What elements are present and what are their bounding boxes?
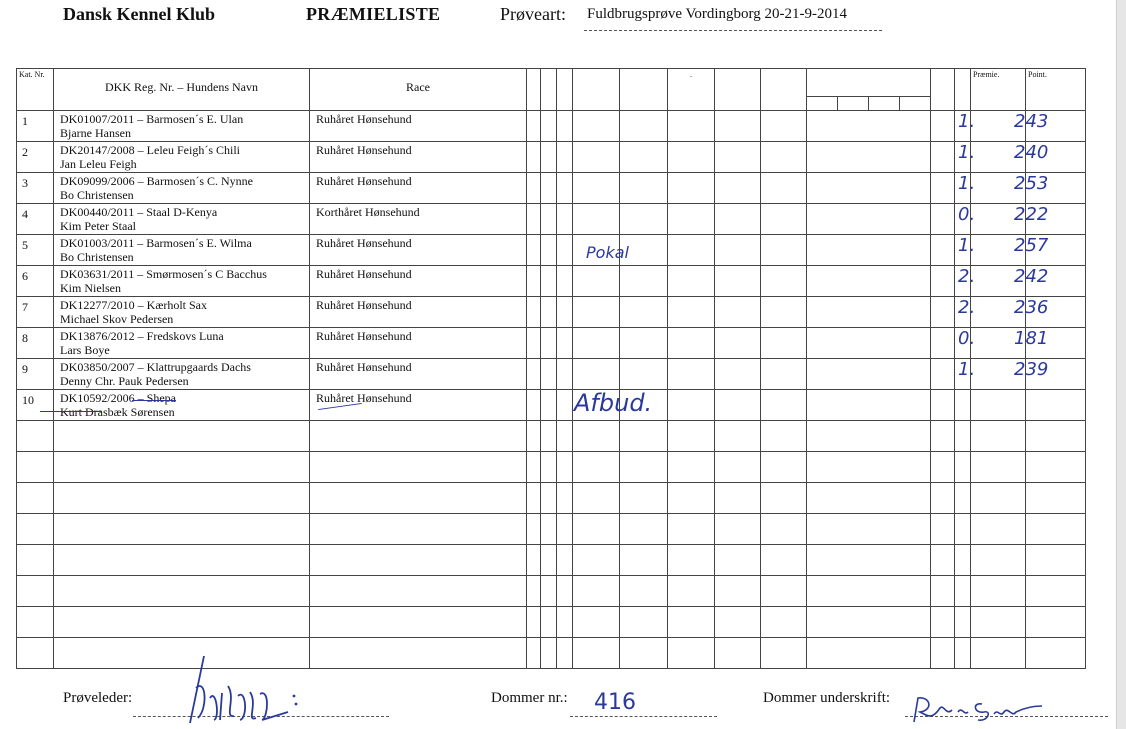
cell-race: Ruhåret Hønsehund [310, 359, 527, 390]
table-row [17, 111, 1086, 142]
leader-label: Prøveleder: [63, 690, 133, 706]
document-title: PRÆMIELISTE [306, 4, 441, 24]
cell-dog [54, 235, 310, 266]
owner-name: Bjarne Hansen [60, 126, 131, 140]
owner-name: Bo Christensen [60, 188, 134, 202]
table-row [17, 390, 1086, 421]
judge-sign-label: Dommer underskrift: [763, 690, 891, 706]
dog-reg-name: DK20147/2008 – Leleu Feigh´s Chili [60, 143, 240, 157]
col-point: Point. [1026, 69, 1086, 111]
cell-nr: 4 [17, 204, 54, 235]
owner-name: Lars Boye [60, 343, 110, 357]
cell-dog [54, 204, 310, 235]
premie-value: 1. [958, 359, 976, 380]
table-row [17, 266, 1086, 297]
premie-value: 2. [958, 266, 976, 287]
cell-dog [54, 266, 310, 297]
cell-race: Ruhåret Hønsehund [310, 297, 527, 328]
empty-row [17, 514, 1086, 545]
premie-value: 2. [958, 297, 976, 318]
cell-race: Korthåret Hønsehund [310, 204, 527, 235]
table-row [17, 359, 1086, 390]
point-value: 242 [1014, 266, 1049, 287]
empty-row [17, 452, 1086, 483]
strike-shepa [132, 400, 176, 401]
owner-name: Denny Chr. Pauk Pedersen [60, 374, 189, 388]
dog-reg-name: DK13876/2012 – Fredskovs Luna [60, 329, 224, 343]
cell-race: Ruhåret Hønsehund [310, 173, 527, 204]
dog-reg-name: DK03850/2007 – Klattrupgaards Dachs [60, 360, 251, 374]
premie-value: 0. [958, 328, 976, 349]
cell-race: Ruhåret Hønsehund [310, 111, 527, 142]
owner-name: Kurt Drasbæk Sørensen [60, 405, 175, 419]
judge-nr: 416 [594, 690, 636, 715]
cell-race: Ruhåret Hønsehund [310, 390, 527, 421]
point-value: 253 [1014, 173, 1049, 194]
owner-name: Bo Christensen [60, 250, 134, 264]
org-name: Dansk Kennel Klub [63, 4, 216, 24]
empty-row [17, 607, 1086, 638]
cell-dog [54, 142, 310, 173]
premie-value: 1. [958, 142, 976, 163]
col-premie: Præmie. [971, 69, 1026, 111]
cell-nr: 7 [17, 297, 54, 328]
point-value: 236 [1014, 297, 1049, 318]
point-value: 240 [1014, 142, 1049, 163]
cell-nr: 6 [17, 266, 54, 297]
empty-row [17, 421, 1086, 452]
cell-nr: 1 [17, 111, 54, 142]
point-value: 257 [1014, 235, 1049, 256]
strike-owner [40, 411, 102, 412]
point-value: 181 [1014, 328, 1049, 349]
dog-reg-name: DK03631/2011 – Smørmosen´s C Bacchus [60, 267, 267, 281]
cell-nr: 2 [17, 142, 54, 173]
event-label: Prøveart: [500, 4, 566, 24]
empty-row [17, 483, 1086, 514]
cell-nr: 10 [17, 390, 54, 421]
point-value: 239 [1014, 359, 1049, 380]
cell-dog [54, 297, 310, 328]
empty-row [17, 576, 1086, 607]
owner-name: Jan Leleu Feigh [60, 157, 137, 171]
dog-reg-name: DK09099/2006 – Barmosen´s C. Nynne [60, 174, 253, 188]
cell-dog [54, 173, 310, 204]
header-row [17, 69, 1086, 111]
judge-nr-label: Dommer nr.: [491, 690, 568, 706]
owner-name: Kim Peter Staal [60, 219, 136, 233]
table-row [17, 297, 1086, 328]
table-row [17, 204, 1086, 235]
event-value: Fuldbrugsprøve Vordingborg 20-21-9-2014 [587, 6, 847, 22]
table-row [17, 235, 1086, 266]
dog-reg-name: DK01003/2011 – Barmosen´s E. Wilma [60, 236, 252, 250]
judge-signature [908, 694, 1048, 726]
cell-dog [54, 359, 310, 390]
page-edge [1116, 0, 1126, 729]
cell-race: Ruhåret Hønsehund [310, 266, 527, 297]
table-row [17, 173, 1086, 204]
col-kat: Kat. Nr. [17, 69, 54, 111]
premie-value: 1. [958, 235, 976, 256]
cell-nr: 3 [17, 173, 54, 204]
col-dot: . [668, 69, 715, 111]
owner-name: Michael Skov Pedersen [60, 312, 174, 326]
leader-signature [176, 648, 326, 728]
owner-name: Kim Nielsen [60, 281, 121, 295]
table-row [17, 142, 1086, 173]
col-dog: DKK Reg. Nr. – Hundens Navn [54, 69, 310, 111]
premie-value: 1. [958, 111, 976, 132]
cell-dog [54, 111, 310, 142]
col-race: Race [310, 69, 527, 111]
note-afbud: Afbud. [574, 389, 653, 417]
event-underline [584, 30, 882, 31]
table-row [17, 328, 1086, 359]
point-value: 243 [1014, 111, 1049, 132]
cell-race: Ruhåret Hønsehund [310, 235, 527, 266]
note-pokal: Pokal [586, 243, 629, 262]
cell-nr: 8 [17, 328, 54, 359]
cell-dog [54, 390, 310, 421]
premie-value: 1. [958, 173, 976, 194]
dog-reg-name: DK10592/2006 – Shepa [60, 391, 176, 405]
premie-value: 0. [958, 204, 976, 225]
empty-row [17, 545, 1086, 576]
dog-reg-name: DK12277/2010 – Kærholt Sax [60, 298, 207, 312]
results-table [16, 68, 1086, 669]
cell-race: Ruhåret Hønsehund [310, 142, 527, 173]
judge-nr-line [570, 716, 717, 717]
cell-race: Ruhåret Hønsehund [310, 328, 527, 359]
dog-reg-name: DK01007/2011 – Barmosen´s E. Ulan [60, 112, 244, 126]
cell-nr: 5 [17, 235, 54, 266]
point-value: 222 [1014, 204, 1049, 225]
dog-reg-name: DK00440/2011 – Staal D-Kenya [60, 205, 218, 219]
cell-nr: 9 [17, 359, 54, 390]
col-split [807, 69, 931, 111]
cell-dog [54, 328, 310, 359]
